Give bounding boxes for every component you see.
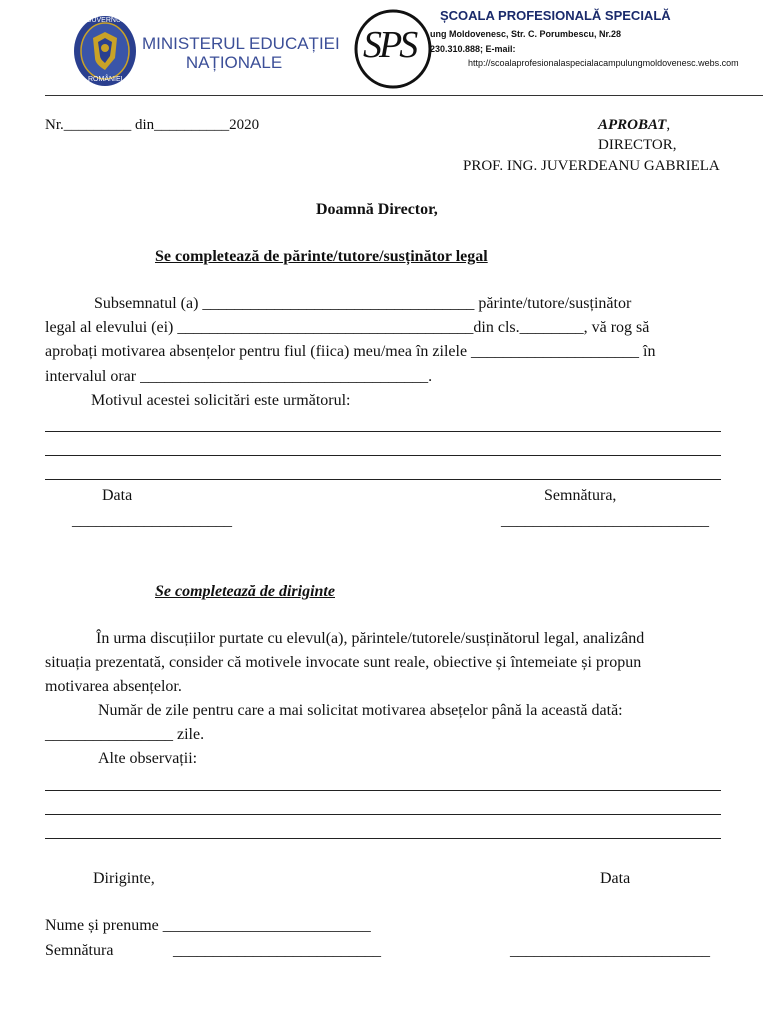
school-address: ung Moldovenesc, Str. C. Porumbescu, Nr.28 [430, 29, 622, 39]
diriginte-name-blank[interactable]: __________________________ [162, 917, 371, 934]
teacher-para-line-1: În urma discuțiilor purtate cu elevul(a), părintele/tutorele/susținătorul legal, analizând [96, 630, 645, 647]
diriginte-signature-blank[interactable]: __________________________ [173, 942, 381, 959]
previous-days-line: Număr de zile pentru care a mai solicitat motivarea absețelor până la această dată: [98, 702, 623, 719]
student-name-blank[interactable]: _____________________________________ [177, 319, 474, 336]
ministry-name [142, 34, 340, 72]
crest-text-bottom: ROMÂNIEI [88, 76, 123, 83]
registration-number-line: Nr._________ din__________2020 [45, 117, 260, 133]
class-blank[interactable]: ________ [519, 319, 584, 336]
nr-blank: _________ [63, 117, 132, 133]
parent-date-blank[interactable]: ____________________ [72, 512, 232, 529]
parent-signature-label: Semnătura, [544, 487, 617, 504]
observation-line-3[interactable] [45, 838, 721, 839]
salutation: Doamnă Director, [316, 201, 438, 218]
diriginte-signature-label: Semnătura [45, 942, 114, 959]
previous-days-answer: ________________ zile. [45, 726, 205, 743]
section2-heading: Se completează de diriginte [155, 583, 335, 600]
days-blank[interactable]: _____________________ [471, 343, 640, 360]
diriginte-date-blank[interactable]: _________________________ [510, 942, 710, 959]
parent-date-label: Data [102, 487, 133, 504]
observation-line-1[interactable] [45, 790, 721, 791]
reason-line-3[interactable] [45, 479, 721, 480]
observation-line-2[interactable] [45, 814, 721, 815]
reason-line-2[interactable] [45, 455, 721, 456]
reason-line-1[interactable] [45, 431, 721, 432]
approval-director-name: PROF. ING. JUVERDEANU GABRIELA [463, 158, 720, 174]
school-phone-email: 230.310.888; E-mail: [430, 44, 516, 54]
approval-aprobat: APROBAT, [598, 117, 671, 133]
header-divider [45, 95, 763, 96]
school-name: ȘCOALA PROFESIONALĂ SPECIALĂ [440, 8, 671, 23]
ministry-name-line1: MINISTERUL EDUCAȚIEI [142, 34, 340, 53]
diriginte-date-label: Data [600, 870, 631, 887]
parent-name-blank[interactable]: __________________________________ [202, 295, 475, 312]
reason-label: Motivul acestei solicitări este următorul: [91, 392, 351, 409]
hours-blank[interactable]: ____________________________________ [140, 368, 429, 385]
approval-director: DIRECTOR, [598, 137, 677, 153]
parent-signature-blank[interactable]: __________________________ [501, 512, 709, 529]
school-website[interactable]: http://scoalaprofesionalaspecialacampulungmoldovenesc.webs.com [468, 58, 739, 68]
parent-line-3: aprobați motivarea absențelor pentru fiul (fiica) meu/mea în zilele _____________________ în [45, 343, 656, 360]
year: 2020 [229, 117, 260, 133]
parent-line-4: intervalul orar ____________________________________. [45, 368, 433, 385]
other-observations-label: Alte observații: [98, 750, 198, 767]
crest-text-top: GUVERNUL [86, 17, 125, 24]
diriginte-label: Diriginte, [93, 870, 155, 887]
teacher-para-line-2: situația prezentată, consider că motivele invocate sunt reale, obiective și întemeiate și propun [45, 654, 642, 671]
parent-line-1: Subsemnatul (a) __________________________________ părinte/tutore/susținător [94, 295, 632, 312]
parent-line-2: legal al elevului (ei) _____________________________________din cls.________, vă rog să [45, 319, 650, 336]
diriginte-name-line: Nume și prenume __________________________ [45, 917, 371, 934]
previous-days-blank[interactable]: ________________ [45, 726, 173, 743]
ministry-name-line2: NAȚIONALE [185, 53, 283, 72]
school-logo-text: SPS [363, 24, 416, 66]
teacher-para-line-3: motivarea absențelor. [45, 678, 182, 695]
din-blank: __________ [154, 117, 230, 133]
section1-heading: Se completează de părinte/tutore/susținător legal [155, 248, 488, 265]
